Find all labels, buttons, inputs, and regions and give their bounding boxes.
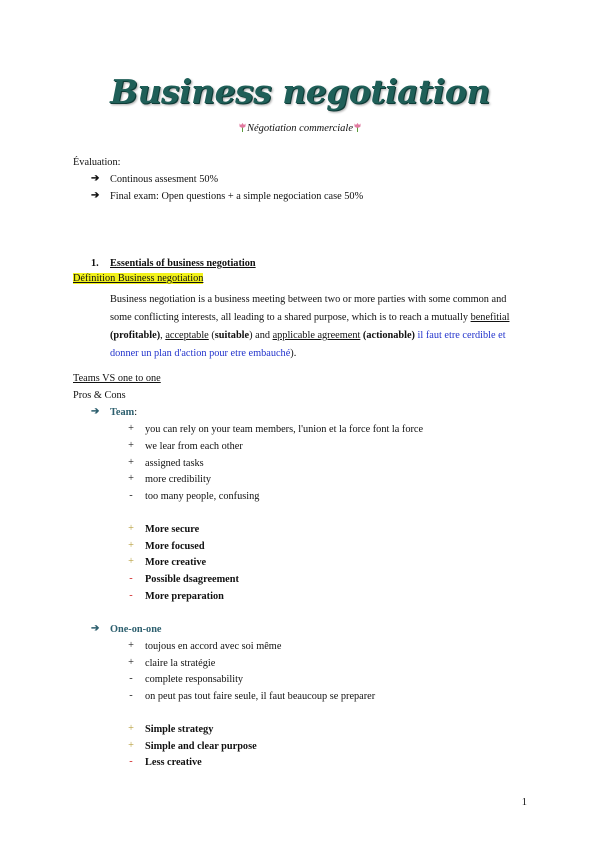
bullet-mark: -	[129, 490, 133, 501]
para-suitable: suitable	[214, 330, 250, 341]
tulip-icon	[353, 122, 362, 133]
bullet-mark: +	[128, 440, 134, 451]
team-label-text: Team	[110, 407, 135, 418]
document-title: Business negotiation	[110, 72, 490, 111]
right-arrow-icon: ➔	[91, 173, 100, 184]
teams-heading: Teams VS one to one	[73, 373, 161, 384]
bullet-mark: +	[128, 473, 134, 484]
para-text: Business negotiation is a business meeting between two or more parties with some common and some conflicting interests, all leading to a shared purpose, which is to reach a mutually	[110, 294, 507, 323]
evaluation-item: Final exam: Open questions + a simple negociation case 50%	[110, 191, 364, 202]
one-on-one-label: One-on-one	[110, 624, 162, 635]
pros-cons-label: Pros & Cons	[73, 390, 126, 401]
team-pro-item: assigned tasks	[145, 458, 204, 469]
team-bold-item: More focused	[145, 541, 205, 552]
one-con-item: on peut pas tout faire seule, il faut beaucoup se preparer	[145, 691, 376, 702]
para-acceptable: acceptable	[165, 330, 209, 341]
bullet-mark: -	[129, 690, 133, 701]
definition-paragraph	[110, 291, 522, 363]
para-profitable: (profitable)	[110, 330, 161, 341]
para-sep: ,	[160, 330, 166, 341]
bullet-mark: +	[128, 523, 134, 534]
one-bold-item: Less creative	[145, 757, 202, 768]
team-con-item: too many people, confusing	[145, 491, 260, 502]
one-con-item: complete responsability	[145, 674, 244, 685]
subtitle-text: Négotiation commerciale	[246, 123, 354, 134]
section-number: 1.	[91, 258, 99, 269]
bullet-mark: +	[128, 556, 134, 567]
bullet-mark: +	[128, 740, 134, 751]
right-arrow-icon: ➔	[91, 190, 100, 201]
bullet-mark: -	[129, 573, 133, 584]
one-bold-item: Simple and clear purpose	[145, 741, 257, 752]
para-benefitial: benefitial	[470, 312, 510, 323]
one-bold-item: Simple strategy	[145, 724, 214, 735]
team-pro-item: more credibility	[145, 474, 212, 485]
team-label	[110, 407, 137, 419]
bullet-mark: +	[128, 457, 134, 468]
page-number: 1	[521, 797, 527, 808]
team-bold-item: More preparation	[145, 591, 224, 602]
right-arrow-icon: ➔	[91, 406, 100, 417]
para-applicable: applicable agreement	[272, 330, 361, 341]
para-actionable: (actionable)	[360, 330, 415, 341]
bullet-mark: +	[128, 540, 134, 551]
evaluation-item: Continous assesment 50%	[110, 174, 219, 185]
one-pro-item: claire la stratégie	[145, 658, 216, 669]
bullet-mark: +	[128, 640, 134, 651]
definition-label-text: Définition Business negotiation	[73, 273, 204, 284]
para-sep: )	[249, 330, 253, 341]
bullet-mark: -	[129, 590, 133, 601]
para-sep: and	[252, 330, 273, 341]
one-pro-item: toujous en accord avec soi même	[145, 641, 282, 652]
team-bold-item: More secure	[145, 524, 200, 535]
bullet-mark: +	[128, 723, 134, 734]
team-pro-item: we lear from each other	[145, 441, 243, 452]
right-arrow-icon: ➔	[91, 623, 100, 634]
team-pro-item: you can rely on your team members, l'union et la force font la force	[145, 424, 424, 435]
para-blue-note: il faut etre cerdible et donner un plan d'action pour etre embauché	[110, 330, 506, 359]
team-bold-item: More creative	[145, 557, 207, 568]
section-heading: Essentials of business negotiation	[110, 258, 256, 269]
para-end: ).	[290, 348, 297, 359]
bullet-mark: -	[129, 756, 133, 767]
bullet-mark: +	[128, 657, 134, 668]
document-subtitle	[0, 122, 600, 136]
evaluation-label: Évaluation:	[73, 157, 121, 168]
team-bold-item: Possible dsagreement	[145, 574, 239, 585]
definition-label	[73, 273, 203, 285]
tulip-icon	[238, 122, 247, 133]
team-label-colon: :	[134, 407, 138, 418]
para-sep: (	[208, 330, 215, 341]
bullet-mark: +	[128, 423, 134, 434]
bullet-mark: -	[129, 673, 133, 684]
